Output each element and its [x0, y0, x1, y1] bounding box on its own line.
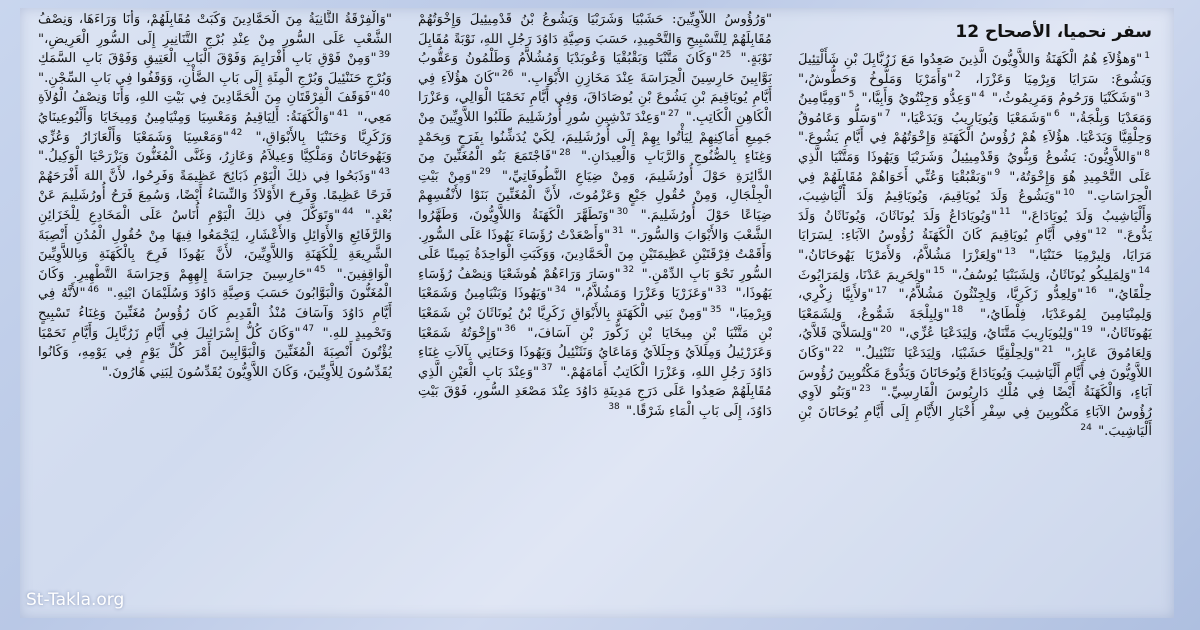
verse-text: "فَاجْتَمَعَ بَنُو الْمُغَنِّينَ مِنَ الدَّائِرَةِ حَوْلَ أُورُشَلِيمَ، وَمِنْ ضِيَاعِ النَّطُوفَاتِيِّ،"	[418, 149, 772, 184]
verse-number: 25	[719, 49, 732, 60]
verse	[38, 12, 392, 47]
verse	[1078, 424, 1093, 439]
verse-number: 29	[479, 167, 491, 178]
verse	[855, 346, 1055, 361]
column-middle	[418, 10, 772, 615]
verse-number: 40	[378, 88, 390, 99]
verse-number: 37	[541, 363, 553, 374]
verse-text: "وَبَقْبُقْيَا وَعُنِّي أَخَوَاهُمْ مُقَابِلَهُمْ فِي الْحِرَاسَاتِ."	[798, 169, 1152, 205]
verse-text: "حَارِسِينَ حِرَاسَةَ إِلهِهِمْ وَحِرَاسَةَ التَّطْهِيرِ. وَكَانَ الْمُغَنُّونَ وَالْبَوَّابُونَ حَسَبَ وَصِيَّةِ دَاوُدَ وَسُلَيْمَانَ ابْنِهِ."	[38, 266, 392, 302]
verse-text: "وَيُويَادَاعُ وَلَدَ يُونَاثَانَ، وَيُونَاثَانُ وَلَدَ يَدُّوعَ."	[798, 208, 1152, 244]
verse-number: 47	[302, 324, 315, 335]
verse-number: 30	[616, 206, 629, 217]
verse	[992, 91, 1152, 106]
verse-number: 44	[342, 206, 354, 217]
verse-number: 9	[994, 168, 1001, 179]
verse-number: 5	[848, 89, 855, 100]
verse-number: 35	[710, 304, 722, 315]
verse-number: 42	[230, 128, 243, 139]
verse	[952, 268, 1152, 283]
verse-number: 23	[859, 383, 871, 394]
chapter-page	[20, 10, 1170, 615]
verse	[38, 51, 392, 86]
verse-text: "وَأَصْعَدْتُ رُؤَسَاءَ يَهُوذَا عَلَى السُّورِ. وَأَقَمْتُ فِرْقَتَيْنِ عَظِيمَتَيْنِ مِنَ الْحَمَّادِينَ، وَوَكَبَتِ الْوَاحِدَةُ يَمِينًا عَلَى السُّورِ نَحْوَ بَابِ الدِّمْنِ."	[418, 227, 772, 282]
verse-text: "وَلِيُويَارِيبَ مَتَّنَايُ، وَلِيَدَعْيَا عُزِّي،"	[899, 326, 1080, 342]
verse-text: "وَهؤُلاَءِ هُمُ الْكَهَنَةُ وَاللاَّوِيُّونَ الَّذِينَ صَعِدُوا مَعَ زَرُبَّابِلَ بْنِ شَأَلْتِئِيلَ وَيَشُوعَ: سَرَايَا وَيِرْمِيَا وَعَزْرَا،	[798, 52, 1152, 87]
verse-number: 8	[1144, 148, 1150, 159]
verse-number: 28	[559, 147, 571, 158]
chapter-title: سفر نحميا، الأصحاح 12	[955, 22, 1152, 42]
verse-number: 6	[1054, 109, 1060, 120]
verse-text: "وَفِي أَيَّامِ يُويَاقِيمَ كَانَ الْكَهَنَةُ رُؤُوسُ الآبَاءِ: لِسَرَايَا مَرَايَا، وَلِيرْمِيَا حَنَنْيَا،"	[798, 228, 1152, 263]
verse-text: "وَمِيَّامِينُ وَمَعَدْيَا وَبِلْجَةُ،"	[798, 91, 1152, 126]
verse-text: "وَكَانَ اللاَّوِيُّونَ فِي أَيَّامِ أَلْيَاشِيبَ وَيُويَادَاعَ وَيُوحَانَانَ وَيَدُّوعَ مَكْتُوبِينَ رُؤُوسَ آبَاءٍ، وَالْكَهَنَةُ أَيْضًا فِي مُلْكِ دَارِيُوسَ الْفَارِسِيِّ."	[798, 345, 1152, 401]
verse-text: "وَالْكَهَنَةُ: أَلِيَاقِيمُ وَمَعْسِيَا وَمِنْيَامِينُ وَمِيخَايَا وَأَلْيُوعِينَايُ وَزَكَرِيَّا وَحَنَنْيَا بِالأَبْوَاقِ،"	[38, 109, 392, 145]
verse-text: "وَلِعَزْرَا مَشُلاَّمُ، وَلأَمَرْيَا يَهُوحَانَانُ،"	[798, 247, 1003, 263]
site-watermark: St-Takla.org	[26, 590, 125, 610]
verse-text: "وَذَبَحُوا فِي ذلِكَ الْيَوْمِ ذَبَائِحَ عَظِيمَةً وَفَرِحُوا، لأَنَّ اللهَ أَفْرَحَهُمْ فَرَحًا عَظِيمًا. وَفَرِحَ الأَوْلاَدُ وَالنِّسَاءُ أَيْضًا، وَسُمِعَ فَرَحُ أُورُشَلِيمَ عَنْ بُعْدٍ."	[38, 168, 392, 223]
verse-number: 14	[1138, 266, 1150, 277]
verse-number: 41	[336, 108, 349, 119]
verse-text: "وَشَمَعْيَا وَيُويَارِيبُ وَيَدَعْيَا،"	[900, 110, 1052, 126]
verse-text: "وَتَوَكَّلَ فِي ذلِكَ الْيَوْمِ أُنَاسٌ عَلَى الْمَخَادِعِ لِلْخَزَائِنِ وَالرَّفَائِعِ وَالأَوَائِلِ وَالأَعْشَارِ، لِيَجْمَعُوا فِيهَا مِنْ حُقُولِ الْمُدُنِ أَنْصِبَةَ الشَّرِيعَةِ لِلْكَهَنَةِ وَاللاَّوِيِّينَ، لأَنَّ يَهُوذَا فَرِحَ بِالْكَهَنَةِ وَبِاللاَّوِيِّينَ الْوَاقِفِينَ."	[38, 207, 392, 282]
verse-text: "وَكَانَ مَتَّنْيَا وَبَقْبُقْيَا وَعُوبَدْيَا وَمُشُلاَّمُ وَطَلْمُونُ وَعَقُّوبُ بَوَّابِينَ حَارِسِينَ الْحِرَاسَةَ عِنْدَ مَخَازِنِ الأَبْوَابِ."	[418, 51, 772, 86]
verse-number: 17	[875, 285, 888, 296]
verse-text: "وَمِنْ بَيْتِ الْجِلْجَالِ، وَمِنْ حُقُولِ جَبْعٍ وَعَزْمُوتَ، لأَنَّ الْمُغَنِّينَ بَنَوْا لأَنْفُسِهِمْ ضِيَاعًا حَوْلَ أُورُشَلِيمَ."	[418, 168, 772, 223]
verse-number: 24	[1080, 422, 1092, 433]
verse-text: "وَبَنُو لاَوِي رُؤُوسُ الآبَاءِ مَكْتُوبِينَ فِي سِفْرِ أَخْبَارِ الأَيَّامِ إِلَى أَيَّامِ يُوحَانَانَ بْنِ أَلْيَاشِيبَ."	[798, 385, 1152, 440]
verse-number: 26	[501, 69, 514, 80]
verse-text: "وَعِدُّو وَجِنْتُويُ وَأَبِيَّا،"	[861, 91, 977, 107]
verse-number: 2	[955, 70, 961, 81]
verse	[798, 248, 1018, 263]
verse-text: "فَوَقَفَ الْفِرْقَتَانِ مِنَ الْحَمَّادِينَ فِي بَيْتِ اللهِ، وَأَنَا وَنِصْفُ الْوُلاَةِ مَعِي،"	[38, 90, 392, 125]
verse-text: "وَمِنْ فَوْقِ بَابِ أَفْرَايِمَ وَفَوْقَ الْبَابِ الْعَتِيقِ وَفَوْقَ بَابِ السَّمَكِ وَبُرْجِ حَنَنْئِيلَ وَبُرْجِ الْمِئَةِ إِلَى بَابِ الضَّأْنِ، وَوَقَفُوا فِي بَابِ السِّجْنِ."	[38, 51, 392, 86]
column-left	[38, 10, 392, 615]
verse-text: "وَإِخْوَتُهُ شَمَعْيَا وَعَزَرْئِيلُ وَمِلَلاَيُ وَجِلَلاَيُ وَمَاعَايُ وَنَثَنْئِيلُ وَيَهُوذَا وَحَنَانِي بِآلاَتِ غِنَاءِ دَاوُدَ رَجُلِ اللهِ، وَعَزْرَا الْكَاتِبُ أَمَامَهُمْ."	[418, 325, 772, 380]
verse-text: "وَأَمَرْيَا وَمَلُّوخُ وَحَطُّوشُ،"	[798, 71, 954, 87]
verse-number: 32	[622, 265, 635, 276]
verse-number: 46	[87, 284, 99, 295]
verse-text: "وَعِنْدَ تَدْشِينِ سُورِ أُورُشَلِيمَ طَلَبُوا اللاَّوِيِّينَ مِنْ جَمِيعِ أَمَاكِنِهِمْ لِيَأْتُوا بِهِمْ إِلَى أُورُشَلِيمَ، لِكَيْ يُدَشِّنُوا بِفَرَحٍ وَبِحَمْدٍ وَغِنَاءٍ بِالصُّنُوجِ وَالرَّبَابِ وَالْعِيدَانِ."	[418, 109, 772, 165]
verse-number: 27	[667, 108, 680, 119]
verse-number: 1	[1144, 50, 1150, 61]
verse-number: 36	[504, 324, 516, 335]
verse-text: "وَسَارَ وَرَاءَهُمْ هُوشَعْيَا وَنِصْفُ رُؤَسَاءِ يَهُوذَا،"	[418, 266, 772, 302]
verse-text: "وَتَطَهَّرَ الْكَهَنَةُ وَاللاَّوِيُّونَ، وَطَهَّرُوا الشَّعْبَ وَالأَبْوَابَ وَالسُّورَ."	[418, 207, 772, 243]
verse-number: 7	[884, 109, 891, 120]
verse-number: 21	[1042, 344, 1054, 355]
verse	[861, 91, 986, 106]
verse	[575, 286, 729, 301]
verse-number: 13	[1004, 246, 1016, 257]
verse-number: 11	[999, 207, 1011, 218]
verse-text: "وَلِمَلِيكُو يُونَاثَانُ، وَلِشَبَنْيَا يُوسُفُ،"	[951, 267, 1137, 283]
verse-number: 22	[832, 344, 844, 355]
verse-text: "وَيَهُوذَا وَبَنْيَامِينُ وَشَمَعْيَا وَيِرْمِيَا،"	[418, 286, 772, 321]
verse-number: 20	[880, 324, 892, 335]
verse-number: 38	[608, 402, 620, 413]
verse-number: 18	[951, 305, 964, 316]
verse-number: 12	[1095, 226, 1107, 237]
verse-number: 33	[715, 284, 727, 295]
verse-text: "وَلِعِدُّو زَكَرِيَّا، وَلِجِنْثُونَ مَشُلاَّمُ،"	[898, 287, 1084, 303]
verse-text: "وَلِحَرِيمَ عَدْنَا، وَلِمَرَايُوثَ حِلْقَايُ،"	[798, 267, 1152, 303]
verse-number: 15	[933, 266, 945, 277]
verse-number: 45	[314, 265, 326, 276]
verse-number: 34	[554, 284, 567, 295]
verse-number: 31	[612, 226, 624, 237]
verse-text: "وَلِسَلاَّيَ قَلاَّيُ، وَلِعَامُوقَ عَابِرُ،"	[798, 326, 1152, 361]
verse-number: 19	[1081, 324, 1093, 335]
verse	[898, 287, 1098, 302]
verse-text: "وَعَزَرْيَا وَعَزْرَا وَمَشُلاَّمُ،"	[574, 286, 714, 302]
column-right	[798, 10, 1152, 615]
verse-text: "وَمِنْ بَنِي الْكَهَنَةِ بِالأَبْوَاقِ زَكَرِيَّا بْنُ يُونَاثَانَ بْنِ شَمَعْيَا بْنِ مَتَّنْيَا بْنِ مِيخَايَا بْنِ زَكُّورَ بْنِ آسَافَ،"	[418, 305, 772, 341]
verse-number: 4	[978, 89, 985, 100]
verse-number: 16	[1085, 285, 1097, 296]
verse-text: "وَكَانَ كُلُّ إِسْرَائِيلَ فِي أَيَّامِ زَرُبَّابِلَ وَأَيَّامِ نَحَمْيَا يُؤْتُونَ أَنْصِبَةَ الْمُغَنِّينَ وَالْبَوَّابِينَ أَمْرَ كُلِّ يَوْمٍ فِي يَوْمِهِ، وَكَانُوا يُقَدِّسُونَ لِلاَّوِيِّينَ، وَكَانَ اللاَّوِيُّونَ يُقَدِّسُونَ لِبَنِي هَارُونَ."	[38, 325, 392, 380]
verse-text: "وَلأَبِيَّا زِكْرِي، وَلِمِنْيَامِينَ لِمُوعَدْيَا، فِلْطَايُ،"	[798, 287, 1152, 322]
verse-text: "وَاللاَّوِيُّونَ: يَشُوعُ وَبِنُّويُ وَقَدْمِيئِيلُ وَشَرَبْيَا وَيَهُوذَا وَمَتَّنْيَا الَّذِي عَلَى التَّحْمِيدِ هُوَ وَإِخْوَتُهُ،"	[798, 149, 1152, 185]
verse-text: "وَمَعْسِيَا وَشَمَعْيَا وَأَلْعَازَارُ وَعُزِّي وَيَهُوحَانَانُ وَمَلْكِيَّا وَعِيلاَمُ وَعَازِرُ، وَغَنَّى الْمُغَنُّونَ وَيَزْرَحْيَا الْوَكِيلُ."	[38, 129, 392, 165]
verse	[899, 326, 1095, 341]
verse-number: 10	[1063, 187, 1075, 198]
verse	[900, 111, 1061, 126]
verse-text: "وَيَشُوعُ وَلَدَ يُويَاقِيمَ، وَيُويَاقِيمُ وَلَدَ أَلْيَاشِيبَ، وَأَلْيَاشِيبُ وَلَدَ يُويَادَاعَ،"	[798, 189, 1152, 224]
verse-text: "كَانَ هؤُلاَءِ فِي أَيَّامِ يُويَاقِيمَ بْنِ يَشُوعَ بْنِ يُوصَادَاقَ، وَفِي أَيَّامِ نَحَمْيَا الْوَالِي، وَعَزْرَا الْكَاهِنِ الْكَاتِبِ."	[418, 70, 772, 125]
verse-text: "لأَنَّهُ فِي أَيَّامِ دَاوُدَ وَآسَافَ مُنْذُ الْقَدِيمِ كَانَ رُؤُوسُ مُغَنِّينَ وَغِنَاءُ تَسْبِيحٍ وَتَحْمِيدٍ للهِ."	[38, 286, 392, 341]
verse-number: 39	[378, 49, 390, 60]
verse-text: "وَرُؤُوسُ اللاَّوِيِّينَ: حَشَبْيَا وَشَرَبْيَا وَيَشُوعُ بْنُ قَدْمِيئِيلَ وَإِخْوَتُهُمْ مُقَابِلَهُمْ لِلتَّسْبِيحِ وَالتَّحْمِيدِ، حَسَبَ وَصِيَّةِ دَاوُدَ رَجُلِ اللهِ، نَوْبَةً مُقَابِلَ نَوْبَةٍ."	[418, 12, 772, 67]
verse	[606, 404, 621, 419]
verse-text: "وَعِنْدَ بَابِ الْعَيْنِ الَّذِي مُقَابِلَهُمْ صَعِدُوا عَلَى دَرَجِ مَدِينَةِ دَاوُدَ عِنْدَ مَصْعَدِ السُّورِ، فَوْقَ بَيْتِ دَاوُدَ، إِلَى بَابِ الْمَاءِ شَرْقًا."	[418, 364, 772, 419]
verse-number: 43	[378, 167, 390, 178]
verse-number: 3	[1144, 89, 1150, 100]
verse-text: "وَالْفِرْقَةُ الثَّانِيَةُ مِنَ الْحَمَّادِينَ وَكَبَتْ مُقَابِلَهُمْ، وَأَنَا وَرَاءَهَا، وَنِصْفُ الشَّعْبِ عَلَى السُّورِ مِنْ عِنْدِ بُرْجِ التَّنَانِيرِ إِلَى السُّورِ الْعَرِيضِ،"	[38, 12, 392, 47]
verse-text: "وَسَلُّو وَعَامُوقُ وَحِلْقِيَّا وَيَدَعْيَا. هؤُلاَءِ هُمْ رُؤُوسُ الْكَهَنَةِ وَإِخْوَتُهُمْ فِي أَيَّامِ يَشُوعَ."	[798, 110, 1152, 146]
verse-text: "وَشَكَنْيَا وَرَحُومُ وَمَرِيمُوثُ،"	[991, 91, 1143, 107]
verse-text: "وَلِبِلْجَةَ شَمُّوعُ، وَلِشَمَعْيَا يَهُونَاثَانُ،"	[798, 306, 1152, 342]
verse	[798, 72, 963, 87]
verse-text: "وَلِحِلْقِيَّا حَشَبْيَا، وَلِيَدَعْيَا نَثَنْئِيلُ."	[855, 345, 1040, 361]
